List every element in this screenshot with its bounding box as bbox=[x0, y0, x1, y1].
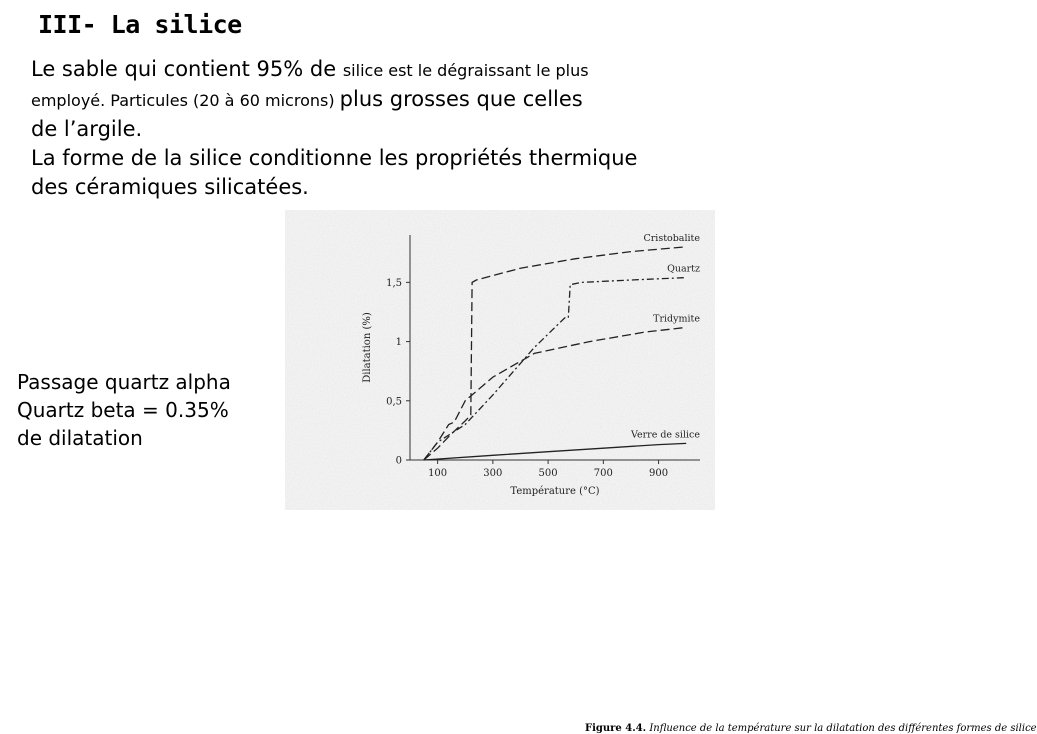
y-tick-label: 0,5 bbox=[386, 396, 402, 408]
figure-caption bbox=[585, 723, 1037, 734]
callout-note bbox=[17, 368, 277, 452]
x-tick-label: 900 bbox=[649, 468, 669, 479]
callout-line-2: Quartz beta = 0.35% bbox=[17, 398, 229, 422]
y-tick-label: 1 bbox=[395, 337, 402, 349]
paragraph-line-2-main: plus grosses que celles bbox=[339, 87, 583, 111]
figure-caption-text: Influence de la température sur la dilatation des différentes formes de silice bbox=[646, 723, 1037, 734]
series-label-cristobalite: Cristobalite bbox=[643, 232, 700, 244]
paragraph-line-5: des céramiques silicatées. bbox=[31, 175, 309, 199]
paragraph-line-1-main: Le sable qui contient 95% de bbox=[31, 57, 343, 81]
paragraph-line-2-small: employé. Particules (20 à 60 microns) bbox=[31, 91, 340, 110]
dilatation-chart bbox=[285, 210, 715, 510]
figure-caption-label: Figure 4.4. bbox=[585, 723, 647, 734]
body-paragraph bbox=[31, 55, 711, 202]
series-label-verre-de-silice: Verre de silice bbox=[631, 429, 700, 441]
x-tick-label: 300 bbox=[483, 468, 503, 479]
slide-title: III- La silice bbox=[38, 10, 242, 39]
paragraph-line-1 bbox=[31, 55, 711, 85]
x-axis-label: Température (°C) bbox=[510, 486, 600, 497]
paragraph-line-1-small: silice est le dégraissant le plus bbox=[342, 61, 589, 80]
y-axis-label: Dilatation (%) bbox=[362, 312, 373, 383]
x-tick-label: 700 bbox=[593, 468, 613, 479]
dilatation-figure bbox=[285, 210, 1037, 734]
callout-line-1: Passage quartz alpha bbox=[17, 370, 231, 394]
x-tick-label: 500 bbox=[538, 468, 558, 479]
y-tick-label: 0 bbox=[395, 455, 402, 467]
callout-line-3: de dilatation bbox=[17, 426, 143, 450]
series-label-quartz: Quartz bbox=[667, 263, 700, 275]
series-label-tridymite: Tridymite bbox=[653, 313, 700, 325]
paragraph-line-3: de l’argile. bbox=[31, 117, 143, 141]
y-tick-label: 1,5 bbox=[386, 277, 402, 289]
paragraph-line-2 bbox=[31, 85, 711, 115]
x-tick-label: 100 bbox=[428, 468, 448, 479]
paragraph-line-4: La forme de la silice conditionne les propriétés thermique bbox=[31, 146, 638, 170]
scan-noise bbox=[285, 210, 715, 510]
